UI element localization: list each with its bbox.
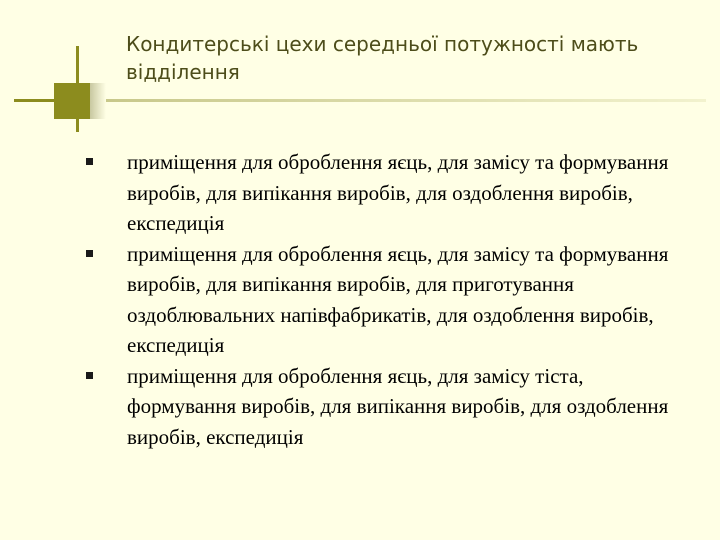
bullet-list [86,147,696,452]
bullet-text: приміщення для оброблення яєць, для замісу та формування виробів, для випікання виробів, для оздоблення виробів, експедиція [127,150,669,235]
square-bullet-icon [86,158,93,165]
decorative-square [54,83,90,119]
square-bullet-icon [86,250,93,257]
list-item [86,239,696,361]
slide-title: Кондитерські цехи середньої потужності мають відділення [126,32,639,84]
bullet-text: приміщення для оброблення яєць, для замісу та формування виробів, для випікання виробів, для приготування оздоблювальних напівфабрикатів, для оздоблення виробів, експедиція [127,241,669,357]
bullet-text: приміщення для оброблення яєць, для замісу тіста, формування виробів, для випікання виробів, для оздоблення виробів, експедиція [127,363,669,449]
decorative-square-shadow [90,83,106,119]
square-bullet-icon [86,372,93,379]
list-item [86,361,696,453]
list-item [86,147,696,239]
title-underline-rule [106,99,706,102]
